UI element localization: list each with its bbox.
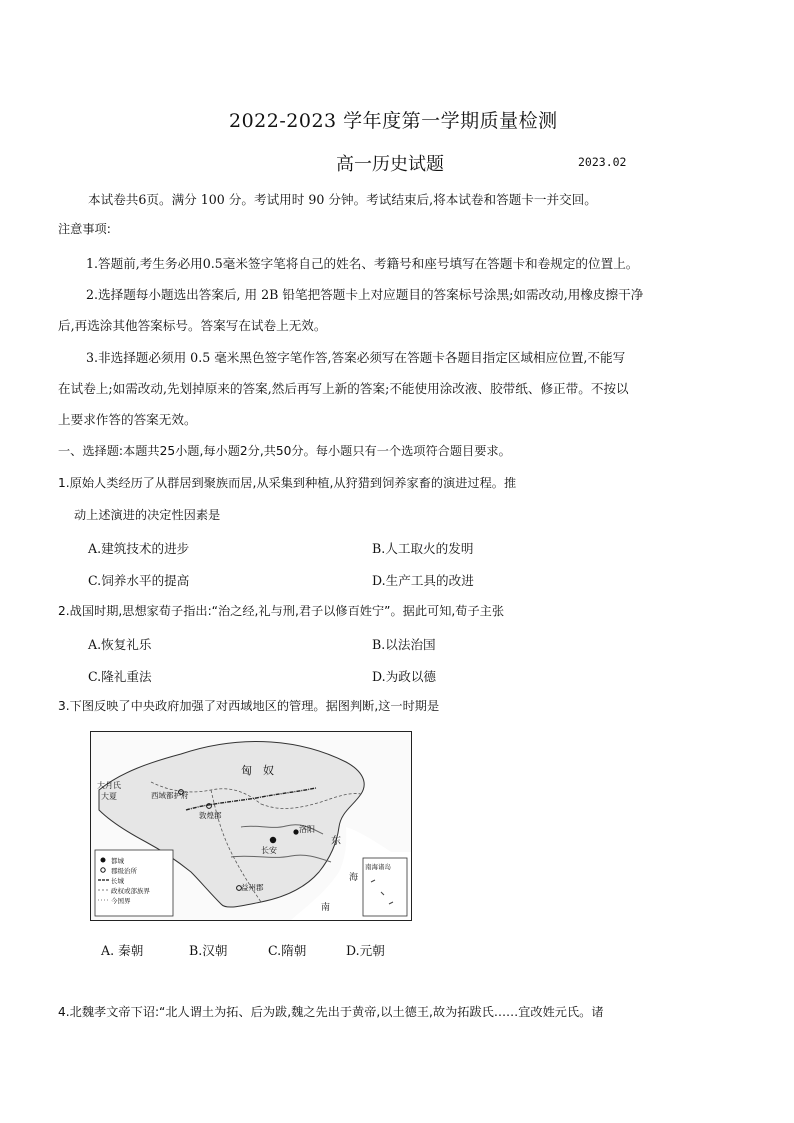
q3-option-a: A. 秦朝 — [101, 943, 144, 958]
q3-stem: 3.下图反映了中央政府加强了对西域地区的管理。据图判断,这一时期是 — [58, 699, 440, 713]
map-label-daxia: 大夏 — [101, 792, 117, 801]
inset-label: 南海诸岛 — [365, 863, 391, 871]
legend-boundary: 政权或部族界 — [111, 887, 150, 895]
q3-option-b: B.汉朝 — [189, 943, 228, 958]
q3-option-c: C.隋朝 — [268, 943, 307, 958]
map-label-hai: 海 — [349, 873, 359, 883]
map-label-yizhou: 益州郡 — [241, 883, 264, 892]
notes-heading: 注意事项: — [58, 222, 111, 236]
map-label-xiong: 匈 — [241, 764, 252, 777]
map-label-luoyang: 洛阳 — [299, 825, 315, 834]
note-2-line2: 后,再选涂其他答案标号。答案写在试卷上无效。 — [58, 318, 327, 333]
exam-date: 2023.02 — [578, 155, 627, 169]
legend-seat: 郡级治所 — [111, 867, 137, 875]
q1-option-d: D.生产工具的改进 — [372, 573, 474, 588]
q2-option-c: C.隆礼重法 — [88, 669, 152, 684]
q4-stem: 4.北魏孝文帝下诏:“北人谓土为拓、后为跋,魏之先出于黄帝,以土德王,故为拓跋氏……宜改姓元氏。诸 — [58, 1005, 604, 1019]
q1-stem-line1: 1.原始人类经历了从群居到聚族而居,从采集到种植,从狩猎到饲养家畜的演进过程。推 — [58, 476, 517, 490]
map-label-nan: 南 — [321, 903, 331, 913]
q2-option-d: D.为政以德 — [372, 669, 437, 684]
legend-capital: 都城 — [111, 857, 124, 865]
note-2-line1: 2.选择题每小题选出答案后, 用 2B 铅笔把答题卡上对应题目的答案标号涂黑;如需改动,用橡皮擦干净 — [86, 287, 644, 302]
legend-wall: 长城 — [111, 877, 124, 885]
map-label-dong: 东 — [331, 836, 341, 847]
q2-stem: 2.战国时期,思想家荀子指出:“治之经,礼与刑,君子以修百姓宁”。据此可知,荀子主张 — [58, 604, 505, 618]
map-label-nu: 奴 — [263, 764, 274, 777]
note-3-line3: 上要求作答的答案无效。 — [58, 412, 197, 427]
intro-text: 本试卷共6页。满分 100 分。考试用时 90 分钟。考试结束后,将本试卷和答题卡一并交回。 — [88, 192, 597, 207]
exam-subtitle: 高一历史试题 — [336, 154, 444, 175]
q1-option-b: B.人工取火的发明 — [372, 541, 474, 556]
section-1-heading: 一、选择题:本题共25小题,每小题2分,共50分。每小题只有一个选项符合题目要求。 — [58, 444, 511, 458]
q1-option-a: A.建筑技术的进步 — [88, 541, 190, 556]
map-label-dayuezhi: 大月氏 — [97, 781, 121, 790]
note-1: 1.答题前,考生务必用0.5毫米签字笔将自己的姓名、考籍号和座号填写在答题卡和卷规定的位置上。 — [86, 256, 639, 271]
q1-option-c: C.饲养水平的提高 — [88, 573, 190, 588]
q1-stem-line2: 动上述演进的决定性因素是 — [74, 508, 221, 522]
legend-modern: 今国界 — [111, 897, 131, 905]
map-label-dunhuang: 敦煌郡 — [199, 811, 222, 820]
note-3-line2: 在试卷上;如需改动,先划掉原来的答案,然后再写上新的答案;不能使用涂改液、胶带纸、修正带。不按以 — [58, 381, 629, 396]
q2-option-a: A.恢复礼乐 — [88, 637, 152, 652]
exam-title: 2022-2023 学年度第一学期质量检测 — [229, 110, 558, 132]
han-dynasty-map — [90, 731, 412, 921]
q3-option-d: D.元朝 — [346, 943, 385, 958]
map-label-xiyu: 西域都护府 — [151, 791, 189, 800]
q2-option-b: B.以法治国 — [372, 637, 436, 652]
note-3-line1: 3.非选择题必须用 0.5 毫米黑色签字笔作答,答案必须写在答题卡各题目指定区域相应位置,不能写 — [86, 350, 626, 365]
map-label-changan: 长安 — [261, 846, 277, 855]
